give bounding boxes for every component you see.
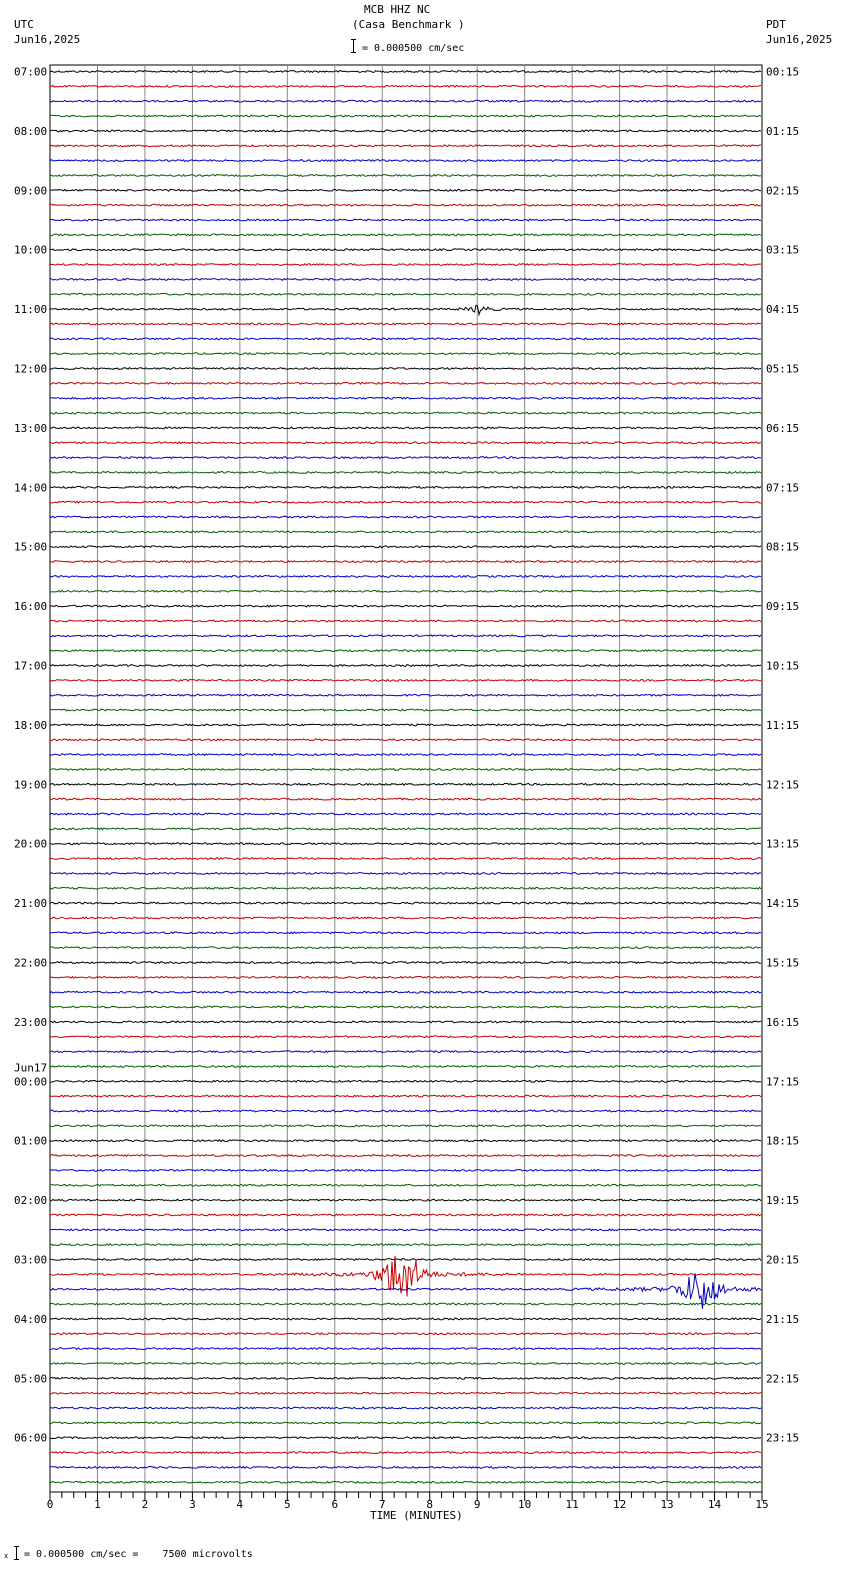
pdt-hour-label: 14:15 [766,897,800,911]
pdt-hour-label: 00:15 [766,65,800,79]
x-tick-label: 0 [46,1498,54,1511]
x-tick-label: 4 [236,1498,244,1511]
trace-line [50,1110,761,1112]
utc-hour-label: 16:00 [14,600,48,614]
trace-line [50,234,761,236]
trace-line [50,977,761,979]
x-tick-label: 9 [473,1498,481,1511]
utc-hour-label: 15:00 [14,540,48,554]
trace-line [50,1021,761,1023]
trace-line [50,1170,761,1172]
trace-line [50,1080,761,1082]
trace-line [50,1140,761,1142]
trace-line [50,338,761,340]
trace-line [50,561,761,563]
utc-hour-label: 06:00 [14,1431,48,1445]
trace-line [50,1125,761,1127]
utc-hour-label: 23:00 [14,1015,48,1029]
trace-line [50,1452,761,1454]
trace-line [50,204,761,206]
trace-line [50,1214,761,1216]
utc-hour-label: 02:00 [14,1194,48,1208]
trace-line [50,1363,761,1365]
utc-hour-label: 17:00 [14,659,48,673]
trace-line [50,1184,761,1186]
utc-hour-label: 22:00 [14,956,48,970]
trace-line [50,457,761,459]
pdt-hour-label: 16:15 [766,1015,800,1029]
trace-line [50,175,761,177]
trace-line [50,160,761,162]
pdt-hour-label: 19:15 [766,1194,800,1208]
x-axis-label: TIME (MINUTES) [370,1509,463,1522]
trace-line [50,531,761,533]
trace-line [50,1229,761,1231]
trace-line [50,1422,761,1424]
trace-line [50,962,761,964]
trace-line [50,798,761,800]
date-change-label: Jun17 [14,1061,48,1075]
trace-line [50,189,761,191]
site-name: (Casa Benchmark ) [352,18,465,31]
trace-line [50,249,761,251]
trace-line [50,516,761,518]
trace-line [50,709,761,711]
trace-line [50,1467,761,1469]
trace-line [50,724,761,726]
pdt-hour-label: 01:15 [766,124,800,138]
trace-line [50,293,761,295]
trace-line [50,412,761,414]
trace-line [50,902,761,904]
x-tick-label: 3 [189,1498,196,1511]
x-tick-label: 2 [141,1498,149,1511]
trace-line [50,590,761,592]
trace-line [50,1481,761,1483]
utc-hour-label: 13:00 [14,421,48,435]
trace-line [50,115,761,117]
right-date: Jun16,2025 [766,33,833,46]
utc-hour-label: 01:00 [14,1134,48,1148]
trace-line [50,368,761,370]
trace-line [50,442,761,444]
trace-line [50,991,761,993]
trace-line [50,1036,761,1038]
utc-hour-label: 04:00 [14,1312,48,1326]
trace-line [50,130,761,132]
trace-line [50,783,761,785]
left-date: Jun16,2025 [14,33,81,46]
trace-line [50,472,761,474]
pdt-hour-label: 05:15 [766,362,800,376]
x-tick-label: 15 [755,1498,769,1511]
trace-line [50,383,761,385]
trace-line [50,323,761,325]
trace-line [50,1318,761,1320]
left-timezone: UTC [14,18,34,31]
x-tick-label: 8 [426,1498,434,1511]
pdt-hour-label: 07:15 [766,481,800,495]
x-tick-label: 7 [378,1498,386,1511]
pdt-hour-label: 04:15 [766,303,800,317]
trace-line [50,486,761,488]
trace-line [50,1155,761,1157]
trace-line [50,100,761,102]
trace-line [50,635,761,637]
trace-line [50,397,761,399]
trace-line [50,576,761,578]
pdt-hour-label: 11:15 [766,718,800,732]
x-tick-label: 6 [331,1498,339,1511]
pdt-hour-label: 15:15 [766,956,800,970]
trace-line [50,694,761,696]
utc-hour-label: 12:00 [14,362,48,376]
pdt-hour-label: 18:15 [766,1134,800,1148]
trace-line [50,86,761,88]
utc-hour-label: 07:00 [14,65,48,79]
trace-line [50,605,761,607]
trace-line [50,546,761,548]
trace-line [50,828,761,830]
pdt-hour-label: 03:15 [766,243,800,257]
trace-line [50,1348,761,1350]
trace-line [50,1199,761,1201]
station-title: MCB HHZ NC [364,3,431,16]
trace-line [50,873,761,875]
right-timezone: PDT [766,18,786,31]
utc-hour-label: 03:00 [14,1253,48,1267]
trace-line [50,1051,761,1053]
trace-line [50,739,761,741]
utc-hour-label: 21:00 [14,897,48,911]
x-tick-label: 13 [660,1498,674,1511]
x-tick-label: 11 [565,1498,579,1511]
utc-hour-label: 19:00 [14,778,48,792]
trace-line [50,145,761,147]
trace-line [50,219,761,221]
utc-hour-label: 05:00 [14,1372,48,1386]
pdt-hour-label: 20:15 [766,1253,800,1267]
trace-line [50,917,761,919]
trace-line [50,650,761,652]
trace-line [50,1006,761,1008]
trace-line [50,1066,761,1068]
trace-line [50,71,761,73]
x-tick-label: 5 [284,1498,291,1511]
pdt-hour-label: 17:15 [766,1075,800,1089]
pdt-hour-label: 21:15 [766,1312,800,1326]
utc-hour-label: 14:00 [14,481,48,495]
trace-line [50,501,761,503]
trace-line [50,353,761,355]
svg-text:x: x [4,1552,9,1560]
x-tick-label: 10 [518,1498,532,1511]
trace-line [50,620,761,622]
trace-line [50,264,761,266]
footer-scale-icon [4,1545,20,1559]
trace-line [50,427,761,429]
pdt-hour-label: 06:15 [766,421,800,435]
x-tick-label: 1 [94,1498,101,1511]
trace-line [50,1333,761,1335]
pdt-hour-label: 22:15 [766,1372,800,1386]
trace-line [50,680,761,682]
trace-line [50,769,761,771]
trace-line [50,887,761,889]
footer-scale-label: = 0.000500 cm/sec = 7500 microvolts [24,1549,253,1560]
pdt-hour-label: 13:15 [766,837,800,851]
trace-line [50,947,761,949]
utc-hour-label: 08:00 [14,124,48,138]
trace-line [50,305,761,314]
x-tick-label: 12 [612,1498,627,1511]
x-tick-label: 14 [707,1498,722,1511]
trace-line [50,754,761,756]
pdt-hour-label: 08:15 [766,540,800,554]
trace-line [50,1095,761,1097]
utc-hour-label: 09:00 [14,184,48,198]
utc-hour-label: 18:00 [14,718,48,732]
pdt-hour-label: 12:15 [766,778,800,792]
trace-line [50,1377,761,1379]
utc-hour-label: 10:00 [14,243,48,257]
pdt-hour-label: 02:15 [766,184,800,198]
pdt-hour-label: 09:15 [766,600,800,614]
trace-line [50,665,761,667]
utc-hour-label: 11:00 [14,303,48,317]
trace-line [50,1259,761,1261]
trace-line [50,1437,761,1439]
trace-line [50,1303,761,1305]
scale-label: = 0.000500 cm/sec [362,43,465,54]
trace-line [50,858,761,860]
pdt-hour-label: 23:15 [766,1431,800,1445]
trace-line [50,843,761,845]
trace-line [50,813,761,815]
trace-line [50,1407,761,1409]
trace-line [50,932,761,934]
trace-line [50,1392,761,1394]
utc-hour-label: 20:00 [14,837,48,851]
trace-line [50,279,761,281]
utc-hour-label: 00:00 [14,1075,48,1089]
pdt-hour-label: 10:15 [766,659,800,673]
trace-line [50,1244,761,1246]
